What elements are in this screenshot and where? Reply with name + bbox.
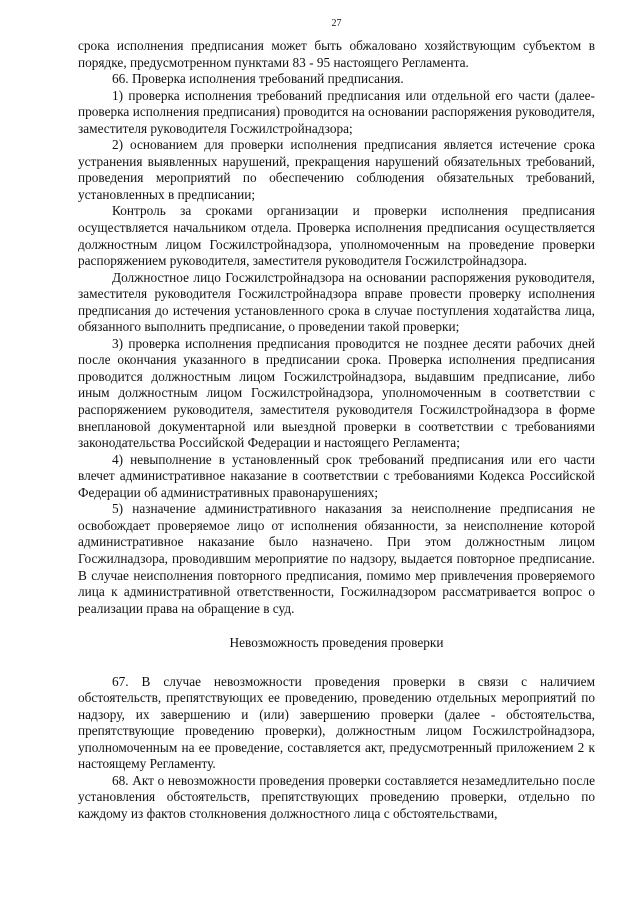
paragraph: 2) основанием для проверки исполнения предписания является истечение срока устранения выявленных нарушений, прекращения нарушений обязательных требований, проведения мероприятий по обеспечению соблюдения обязательных требований, установленных в предписании; (78, 137, 595, 202)
paragraph: 5) назначение административного наказания за неисполнение предписания не освобождает проверяемое лицо от исполнения обязанности, за неисполнение которой административное наказание было назначено. При этом должностным лицом Госжилнадзора, проводившим мероприятие по надзору, выдается повторное предписание. В случае неисполнения повторного предписания, помимо мер привлечения проверяемого лица к административной ответственности, Госжилнадзором рассматривается вопрос о реализации права на обращение в суд. (78, 501, 595, 616)
paragraph: Должностное лицо Госжилстройнадзора на основании распоряжения руководителя, заместителя руководителя Госжилстройнадзора вправе провести проверку исполнения предписания до истечения установленного срока в случае поступления ходатайства лица, обязанного выполнить предписание, о проведении такой проверки; (78, 269, 595, 335)
page-number: 27 (331, 18, 342, 29)
paragraph: 1) проверка исполнения требований предписания или отдельной его части (далее-проверка исполнения предписания) проводится на основании распоряжения руководителя, заместителя руководителя Госжилстройнадзора; (78, 87, 595, 136)
paragraph: 3) проверка исполнения предписания проводится не позднее десяти рабочих дней после окончания указанного в предписании срока. Проверка исполнения предписания проводится должностным лицом Госжилстройнадзора, выдавшим предписание, либо иным должностным лицом Госжилстройнадзора, уполномоченным в соответствии с распоряжением руководителя, заместителя руководителя Госжилстройнадзора в форме внеплановой документарной или выездной проверки в соответствии с требованиями законодательства Российской Федерации и настоящего Регламента; (78, 335, 595, 451)
section-title: Невозможность проведения проверки (229, 635, 444, 651)
paragraph: 68. Акт о невозможности проведения проверки составляется незамедлительно после установления обстоятельств, препятствующих проведению проверки, отдельно по каждому из фактов столкновения должностного лица с обстоятельствами, (78, 772, 595, 822)
paragraphs-before (78, 38, 595, 617)
paragraphs-after (78, 674, 595, 823)
paragraph: 67. В случае невозможности проведения проверки в связи с наличием обстоятельств, препятствующих ее проведению, проведению отдельных мероприятий по надзору, их завершению и (или) завершению проверки (далее - обстоятельства, препятствующие проведению проверки), должностным лицом Госжилстройнадзора, уполномоченным на ее проведение, составляется акт, предусмотренный приложением 2 к настоящему Регламенту. (78, 673, 595, 772)
paragraph: 4) невыполнение в установленный срок требований предписания или его части влечет административное наказание в соответствии с требованиями Кодекса Российской Федерации об административных правонарушениях; (78, 451, 595, 500)
document-page (78, 18, 595, 823)
paragraph: Контроль за сроками организации и проверки исполнения предписания осуществляется начальником отдела. Проверка исполнения предписания осуществляется должностным лицом Госжилстройнадзора, уполномоченным на проведение проверки распоряжением руководителя, заместителя руководителя Госжилстройнадзора. (78, 203, 595, 269)
paragraph: срока исполнения предписания может быть обжаловано хозяйствующим субъектом в порядке, предусмотренном пунктами 83 - 95 настоящего Регламента. (78, 38, 595, 70)
paragraph: 66. Проверка исполнения требований предписания. (112, 71, 404, 87)
